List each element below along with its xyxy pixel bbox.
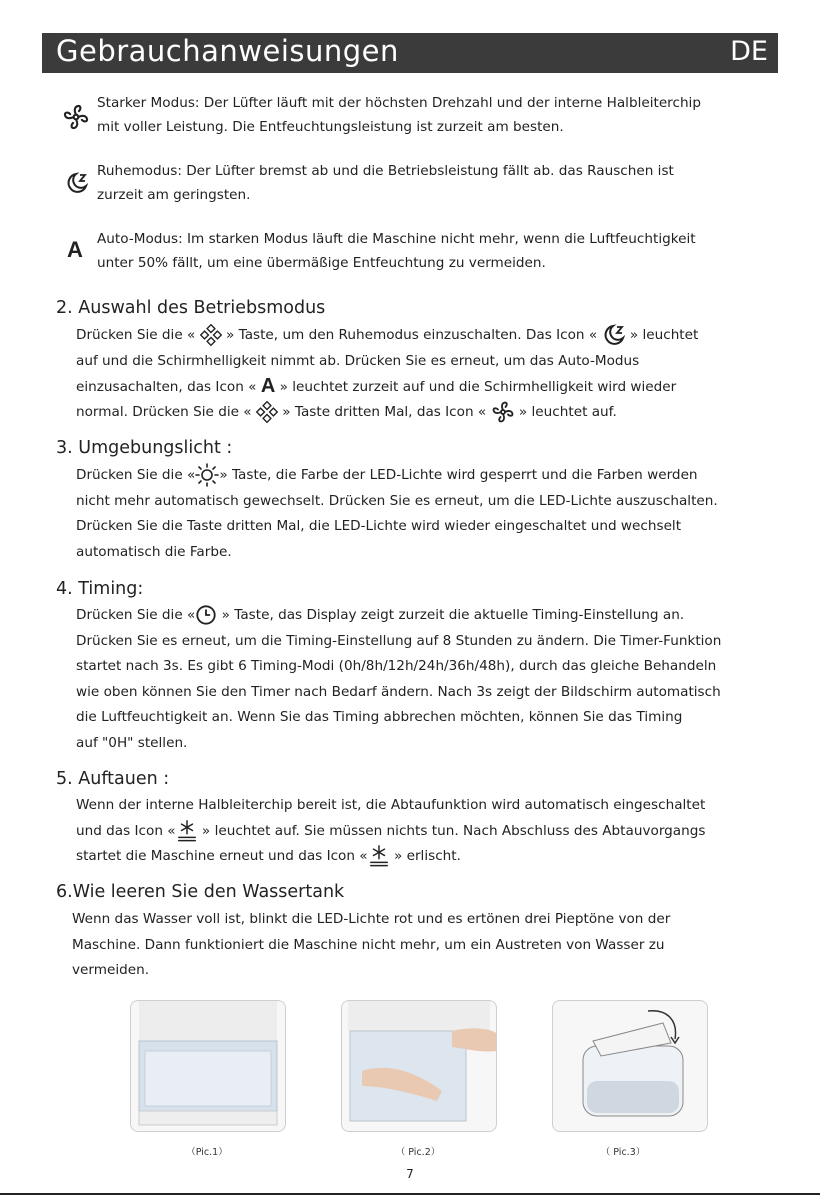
picture-1-caption: （Pic.1）	[186, 1147, 228, 1158]
s3-text: Drücken Sie die «	[76, 467, 196, 483]
picture-2	[341, 1000, 497, 1132]
section-3-title: 3. Umgebungslicht :	[56, 438, 233, 458]
s5-text: startet die Maschine erneut und das Icon «	[76, 848, 368, 864]
sleep-moon-icon	[65, 171, 89, 195]
section-6-body	[72, 907, 787, 984]
s6-text: vermeiden.	[72, 962, 150, 978]
s4-text: auf "0H" stellen.	[76, 734, 188, 751]
s3-text: Drücken Sie die Taste dritten Mal, die LED-Lichte wird wieder eingeschaltet und wechselt	[76, 518, 682, 534]
clock-icon	[195, 604, 217, 626]
mode-auto-line-1: Auto-Modus: Im starken Modus läuft die Maschine nicht mehr, wenn die Luftfeuchtigkeit	[97, 231, 696, 247]
s2-text: » Taste dritten Mal, das Icon «	[282, 404, 487, 421]
remove-tank-illustration	[342, 1001, 496, 1131]
s4-text: wie oben können Sie den Timer nach Bedarf ändern. Nach 3s zeigt der Bildschirm automatisch	[76, 683, 721, 700]
mode-sleep-line-1: Ruhemodus: Der Lüfter bremst ab und die Betriebsleistung fällt ab. das Rauschen ist	[97, 163, 674, 179]
picture-2-caption: （ Pic.2）	[395, 1147, 441, 1158]
picture-3	[552, 1000, 708, 1132]
picture-3-caption: （ Pic.3）	[600, 1147, 646, 1158]
s2-text: » leuchtet auf.	[518, 404, 617, 421]
s3-text: nicht mehr automatisch gewechselt. Drücken Sie es erneut, um die LED-Lichte auszuschalten.	[76, 492, 718, 509]
language-code: DE	[730, 36, 768, 67]
section-5-body	[76, 793, 791, 870]
s4-text: Drücken Sie die «	[76, 607, 196, 623]
s5-text: » erlischt.	[389, 848, 461, 864]
open-lid-illustration	[553, 1001, 707, 1131]
fan-icon	[62, 103, 90, 131]
auto-a-icon: A	[260, 375, 276, 397]
mode-auto-line-2: unter 50% fällt, um eine übermäßige Entfeuchtung zu vermeiden.	[97, 255, 546, 271]
page-title: Gebrauchanweisungen	[56, 34, 399, 68]
mode-strong-line-2: mit voller Leistung. Die Entfeuchtungsleistung ist zurzeit am besten.	[97, 119, 564, 135]
s6-text: Maschine. Dann funktioniert die Maschine nicht mehr, um ein Austreten von Wasser zu	[72, 936, 665, 953]
s5-text: » leuchtet auf. Sie müssen nichts tun. Nach Abschluss des Abtauvorgangs	[197, 822, 706, 839]
s2-text: » Taste, um den Ruhemodus einzuschalten. Das Icon «	[226, 327, 598, 343]
sleep-moon-icon	[602, 323, 626, 347]
s4-text: » Taste, das Display zeigt zurzeit die aktuelle Timing-Einstellung an.	[217, 607, 685, 623]
s5-text: und das Icon «	[76, 822, 176, 839]
section-3-body	[76, 463, 791, 565]
s4-text: die Luftfeuchtigkeit an. Wenn Sie das Timing abbrechen möchten, können Sie das Timing	[76, 709, 683, 725]
mode-button-icon	[200, 324, 222, 346]
s2-text: » leuchtet	[629, 327, 699, 343]
s2-text: Drücken Sie die «	[76, 327, 196, 343]
s2-text: einzusachalten, das Icon «	[76, 378, 257, 395]
water-tank-illustration	[131, 1001, 285, 1131]
section-4-body	[76, 603, 791, 756]
s2-text: » leuchtet zurzeit auf und die Schirmhelligkeit wird wieder	[279, 378, 677, 395]
sun-light-icon	[195, 463, 219, 487]
s6-text: Wenn das Wasser voll ist, blinkt die LED-Lichte rot und es ertönen drei Pieptöne von der	[72, 911, 671, 927]
s3-text: » Taste, die Farbe der LED-Lichte wird gesperrt und die Farben werden	[219, 467, 698, 483]
auto-a-icon: A	[67, 237, 83, 262]
section-4-title: 4. Timing:	[56, 579, 144, 599]
defrost-icon	[176, 820, 198, 842]
page-number: 7	[406, 1167, 414, 1181]
s3-text: automatisch die Farbe.	[76, 543, 232, 560]
s2-text: auf und die Schirmhelligkeit nimmt ab. Drücken Sie es erneut, um das Auto-Modus	[76, 352, 640, 369]
s2-text: normal. Drücken Sie die «	[76, 404, 252, 421]
s4-text: startet nach 3s. Es gibt 6 Timing-Modi (0h/8h/12h/24h/36h/48h), durch das gleiche Behandeln	[76, 658, 717, 674]
defrost-icon	[368, 845, 390, 867]
bottom-rule	[0, 1193, 820, 1195]
mode-strong-line-1: Starker Modus: Der Lüfter läuft mit der höchsten Drehzahl und der interne Halbleiterchip	[97, 95, 701, 111]
picture-1	[130, 1000, 286, 1132]
section-2-title: 2. Auswahl des Betriebsmodus	[56, 298, 326, 318]
page-header	[42, 33, 778, 73]
section-6-title: 6.Wie leeren Sie den Wassertank	[56, 882, 345, 902]
section-5-title: 5. Auftauen :	[56, 769, 170, 789]
mode-button-icon	[256, 401, 278, 423]
fan-icon	[491, 400, 515, 424]
s4-text: Drücken Sie es erneut, um die Timing-Einstellung auf 8 Stunden zu ändern. Die Timer-Funktion	[76, 632, 722, 649]
mode-sleep-line-2: zurzeit am geringsten.	[97, 187, 251, 203]
section-2-body	[76, 323, 791, 426]
s5-text: Wenn der interne Halbleiterchip bereit ist, die Abtaufunktion wird automatisch eingeschaltet	[76, 797, 706, 813]
